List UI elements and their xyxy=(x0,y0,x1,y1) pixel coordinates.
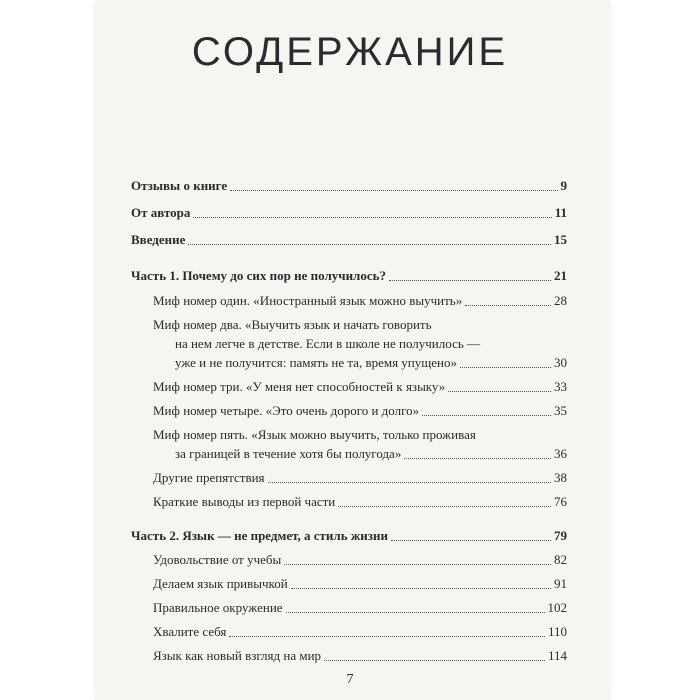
toc-entry-summary1 xyxy=(131,492,567,511)
toc-page: 114 xyxy=(547,648,567,663)
page-number: 7 xyxy=(346,672,354,687)
dot-leader xyxy=(193,216,551,218)
dot-leader xyxy=(286,611,545,613)
toc-label: Введение xyxy=(131,232,186,247)
table-of-contents xyxy=(131,176,567,665)
dot-leader xyxy=(188,243,551,245)
toc-page: 38 xyxy=(554,470,567,485)
toc-label: Миф номер пять. «Язык можно выучить, только проживая xyxy=(153,427,476,442)
toc-entry-myth1 xyxy=(131,291,567,310)
toc-label: Делаем язык привычкой xyxy=(153,576,288,591)
toc-page: 33 xyxy=(554,379,567,394)
toc-label: Отзывы о книге xyxy=(131,178,228,193)
toc-entry-habit xyxy=(131,574,567,593)
dot-leader xyxy=(229,635,545,637)
toc-entry-obstacles xyxy=(131,468,567,487)
toc-page: 110 xyxy=(547,624,567,639)
dot-leader xyxy=(422,414,551,416)
toc-page: 28 xyxy=(554,293,567,308)
toc-label: Миф номер один. «Иностранный язык можно выучить» xyxy=(153,293,463,308)
toc-entry-intro xyxy=(131,230,567,249)
dot-leader xyxy=(404,457,551,459)
toc-page: 76 xyxy=(554,494,567,509)
toc-label: Миф номер три. «У меня нет способностей к языку» xyxy=(153,379,446,394)
toc-entry-reviews xyxy=(131,176,567,195)
dot-leader xyxy=(268,481,551,483)
dot-leader xyxy=(284,563,551,565)
toc-label: От автора xyxy=(131,205,191,220)
toc-page: 35 xyxy=(554,403,567,418)
dot-leader xyxy=(324,659,545,661)
toc-entry-environment xyxy=(131,598,567,617)
toc-entry-myth4 xyxy=(131,401,567,420)
toc-label-continued: уже и не получится: память не та, время упущено» xyxy=(175,355,458,370)
toc-page: 30 xyxy=(554,355,567,370)
toc-page: 11 xyxy=(554,205,567,220)
toc-page: 9 xyxy=(560,178,567,193)
toc-page: 82 xyxy=(554,552,567,567)
dot-leader xyxy=(389,279,551,281)
toc-label: Миф номер два. «Выучить язык и начать говорить xyxy=(153,317,432,332)
dot-leader xyxy=(460,366,551,368)
toc-label: Язык как новый взгляд на мир xyxy=(153,648,322,663)
toc-page: 102 xyxy=(547,600,567,615)
dot-leader xyxy=(338,505,551,507)
toc-label: Хвалите себя xyxy=(153,624,227,639)
toc-entry-pleasure xyxy=(131,550,567,569)
dot-leader xyxy=(465,304,551,306)
toc-entry-part2 xyxy=(131,526,567,545)
dot-leader xyxy=(291,587,551,589)
toc-label-continued: за границей в течение хотя бы полугода» xyxy=(175,446,402,461)
dot-leader xyxy=(391,539,551,541)
toc-label: Часть 1. Почему до сих пор не получилось? xyxy=(131,268,386,283)
toc-entry-myth2 xyxy=(131,315,567,372)
toc-entry-view xyxy=(131,646,567,665)
toc-entry-author xyxy=(131,203,567,222)
toc-entry-part1 xyxy=(131,266,567,285)
toc-page: 15 xyxy=(554,232,567,247)
toc-label: Удовольствие от учебы xyxy=(153,552,282,567)
dot-leader xyxy=(230,189,557,191)
toc-label: Правильное окружение xyxy=(153,600,283,615)
toc-label: Краткие выводы из первой части xyxy=(153,494,336,509)
page-title: СОДЕРЖАНИЕ xyxy=(191,30,509,74)
toc-page: 91 xyxy=(554,576,567,591)
toc-page: 36 xyxy=(554,446,567,461)
toc-entry-praise xyxy=(131,622,567,641)
toc-label: Часть 2. Язык — не предмет, а стиль жизни xyxy=(131,528,388,543)
toc-label: Другие препятствия xyxy=(153,470,265,485)
dot-leader xyxy=(448,390,551,392)
toc-entry-myth5 xyxy=(131,425,567,463)
toc-label-continued: на нем легче в детстве. Если в школе не получилось — xyxy=(175,336,481,351)
toc-page: 79 xyxy=(554,528,567,543)
toc-entry-myth3 xyxy=(131,377,567,396)
toc-page: 21 xyxy=(554,268,567,283)
toc-label: Миф номер четыре. «Это очень дорого и долго» xyxy=(153,403,420,418)
